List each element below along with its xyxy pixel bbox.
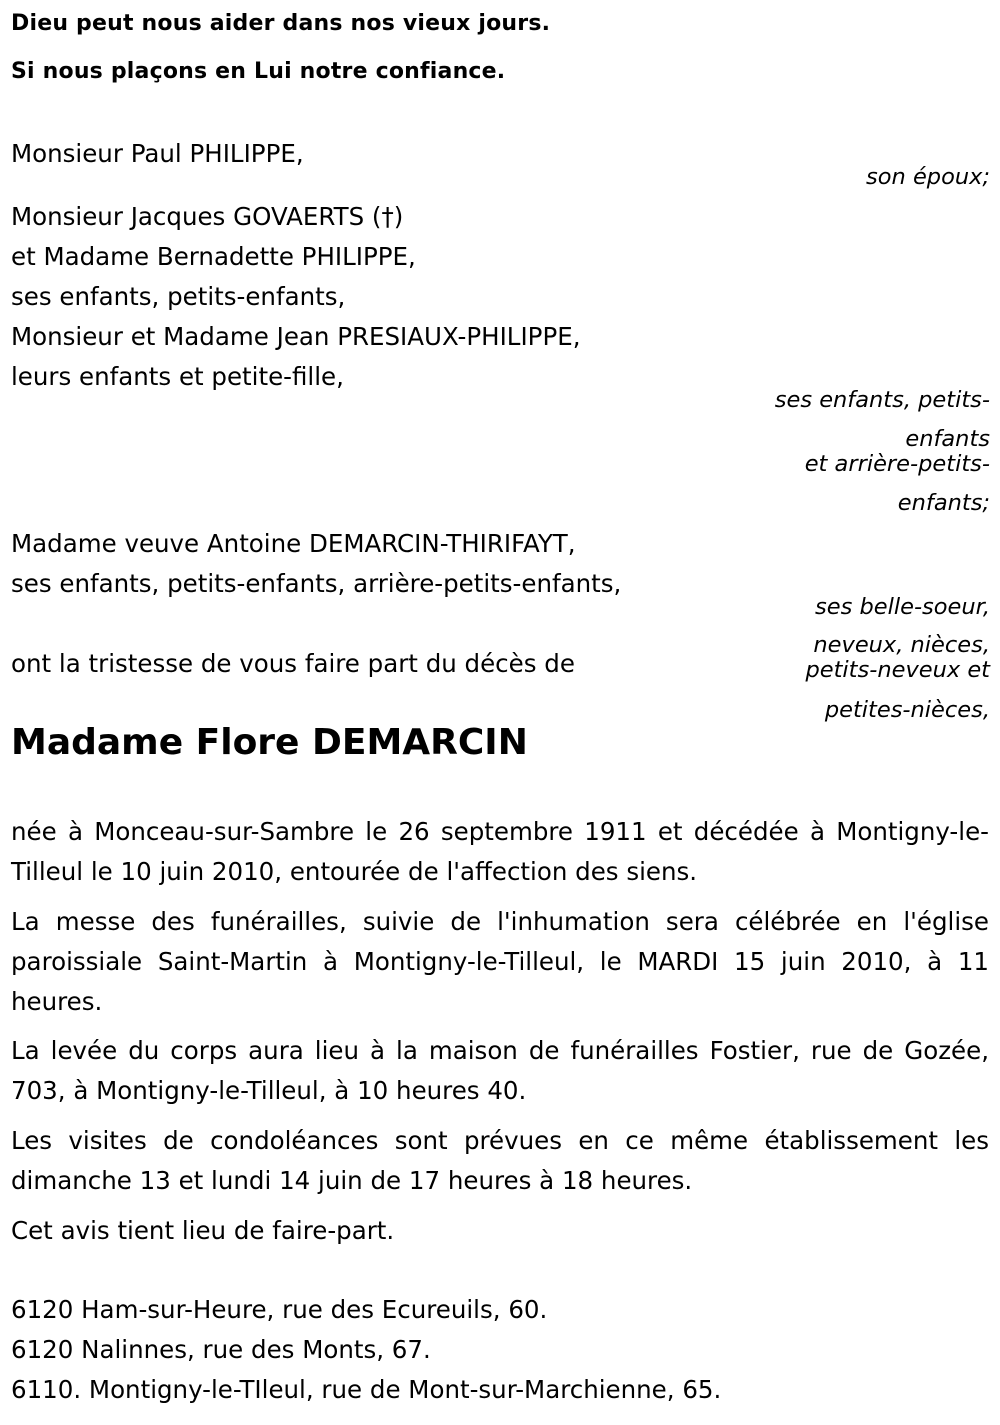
children-relation-line-3: et arrière-petits- bbox=[804, 451, 990, 477]
children-relation-line-4: enfants; bbox=[897, 490, 990, 516]
sister-line-1: Madame veuve Antoine DEMARCIN-THIRIFAYT, bbox=[11, 529, 576, 558]
address-line-2: 6120 Nalinnes, rue des Monts, 67. bbox=[11, 1335, 431, 1364]
sister-relation-line-3: petits-neveux et bbox=[805, 657, 990, 683]
children-line-5: leurs enfants et petite-fille, bbox=[11, 362, 344, 391]
sister-relation-line-2: neveux, nièces, bbox=[813, 632, 990, 658]
spouse-name: Monsieur Paul PHILIPPE, bbox=[11, 139, 304, 168]
condolence-visits-paragraph: Les visites de condoléances sont prévues en ce même établissement les dimanche 13 et lundi 14 juin de 17 heures à 18 heures. bbox=[11, 1126, 989, 1195]
address-line-3: 6110. Montigny-le-TIleul, rue de Mont-sur-Marchienne, 65. bbox=[11, 1375, 722, 1404]
children-relation-line-1: ses enfants, petits- bbox=[774, 387, 990, 413]
spouse-relation: son époux; bbox=[866, 164, 990, 190]
children-line-1: Monsieur Jacques GOVAERTS (†) bbox=[11, 202, 404, 231]
sister-relation-line-4: petites-nièces, bbox=[824, 697, 990, 723]
notice-paragraph: Cet avis tient lieu de faire-part. bbox=[11, 1216, 395, 1245]
epitaph-line-2: Si nous plaçons en Lui notre confiance. bbox=[11, 59, 506, 84]
announcement: ont la tristesse de vous faire part du décès de bbox=[11, 649, 575, 678]
birth-death-paragraph: née à Monceau-sur-Sambre le 26 septembre 1911 et décédée à Montigny-le-Tilleul le 10 juin 2010, entourée de l'affection des siens. bbox=[11, 817, 989, 886]
address-line-1: 6120 Ham-sur-Heure, rue des Ecureuils, 60. bbox=[11, 1295, 548, 1324]
sister-relation-line-1: ses belle-soeur, bbox=[815, 594, 990, 620]
sister-line-2: ses enfants, petits-enfants, arrière-petits-enfants, bbox=[11, 569, 622, 598]
children-line-4: Monsieur et Madame Jean PRESIAUX-PHILIPPE, bbox=[11, 322, 581, 351]
body-lifting-paragraph: La levée du corps aura lieu à la maison de funérailles Fostier, rue de Gozée, 703, à Montigny-le-Tilleul, à 10 heures 40. bbox=[11, 1036, 989, 1105]
children-line-2: et Madame Bernadette PHILIPPE, bbox=[11, 242, 416, 271]
children-relation-line-2: enfants bbox=[905, 426, 990, 452]
children-line-3: ses enfants, petits-enfants, bbox=[11, 282, 346, 311]
deceased-name: Madame Flore DEMARCIN bbox=[11, 722, 528, 763]
epitaph-line-1: Dieu peut nous aider dans nos vieux jours. bbox=[11, 11, 551, 36]
funeral-mass-paragraph: La messe des funérailles, suivie de l'inhumation sera célébrée en l'église paroissiale Saint-Martin à Montigny-le-Tilleul, le MARDI 15 juin 2010, à 11 heures. bbox=[11, 907, 989, 1016]
